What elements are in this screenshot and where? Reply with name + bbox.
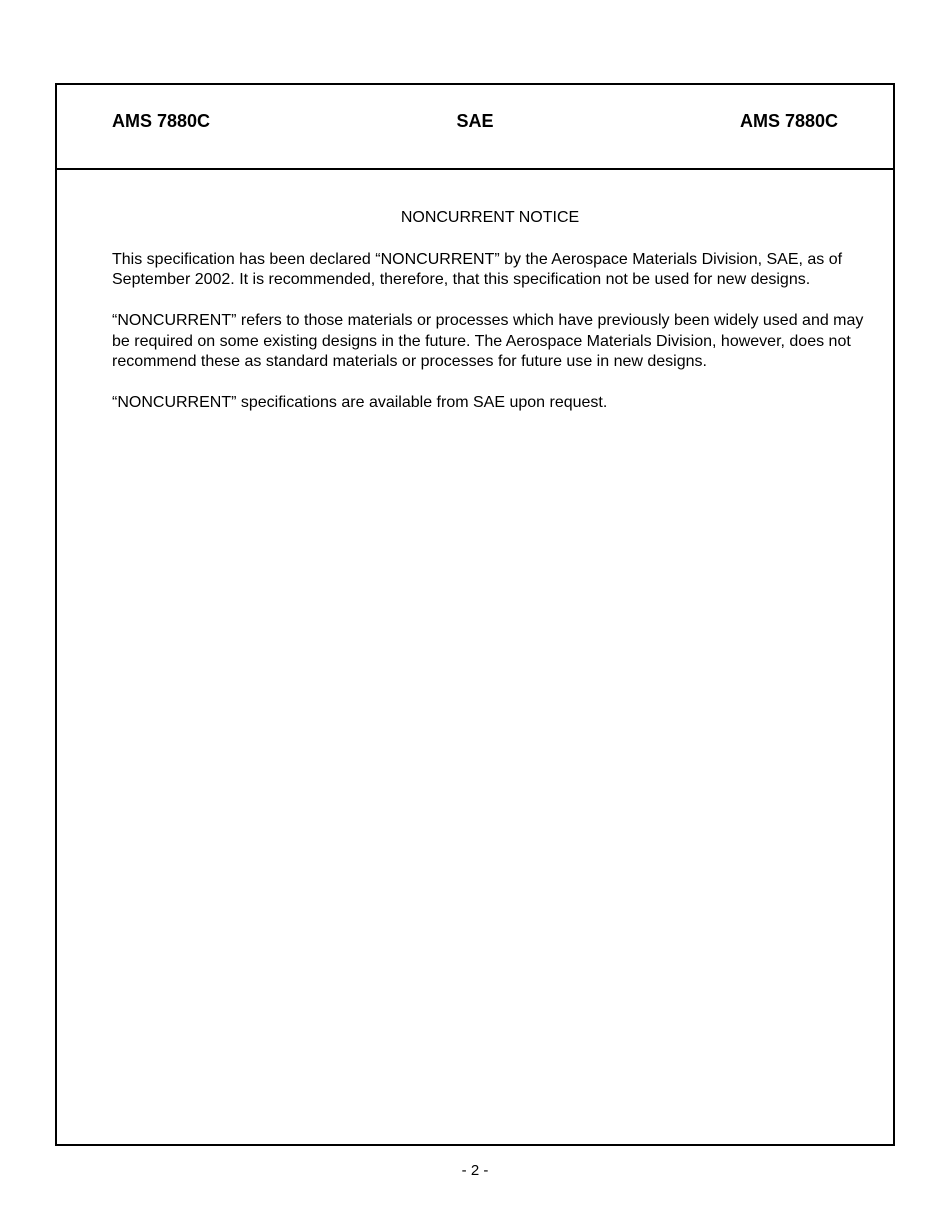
document-id-right: AMS 7880C: [739, 111, 838, 131]
notice-title: NONCURRENT NOTICE: [400, 209, 580, 226]
organization-name: SAE: [456, 111, 494, 131]
notice-paragraph-1: This specification has been declared “NONCURRENT” by the Aerospace Materials Division, SAE, as of September 2002. It is recommended, therefore, that this specification not be used for new designs.: [112, 250, 843, 288]
page-frame: [55, 83, 895, 1146]
page-number: - 2 -: [461, 1162, 489, 1179]
notice-paragraph-3: “NONCURRENT” specifications are available from SAE upon request.: [112, 394, 608, 411]
document-id-left: AMS 7880C: [112, 111, 211, 131]
header-band: [57, 85, 893, 170]
notice-content: [112, 208, 868, 434]
notice-paragraph-2: “NONCURRENT” refers to those materials or processes which have previously been widely used and may be required on some existing designs in the future. The Aerospace Materials Division, however, does not recommend these as standard materials or processes for future use in new designs.: [112, 312, 864, 370]
